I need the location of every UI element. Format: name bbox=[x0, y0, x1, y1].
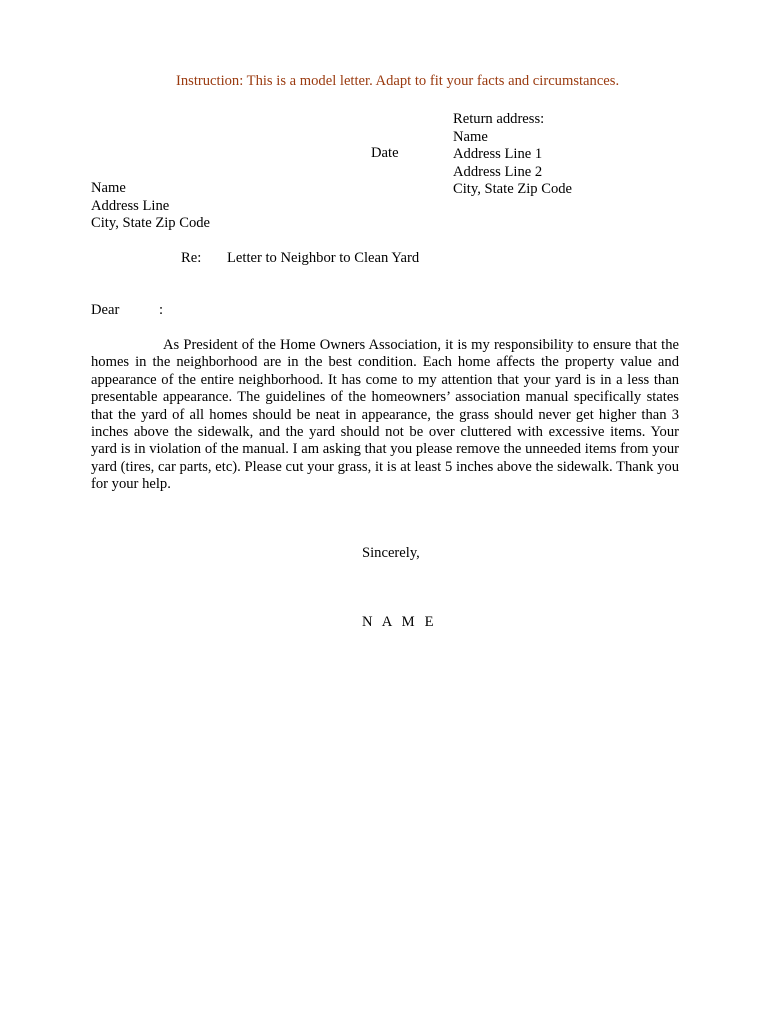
recipient-address-line: Address Line bbox=[91, 197, 170, 214]
salutation-colon: : bbox=[159, 302, 164, 318]
letter-body-paragraph: As President of the Home Owners Association, it is my responsibility to ensure that the homes in the neighborhood are in the best condition. Each home affects the property value and appearance of the entire neighborhood. It has come to my attention that your yard is in a less than presentable appearance. The guidelines of the homeowners’ association manual specifically states that the yard of all homes should be neat in appearance, the grass should never get higher than 3 inches above the sidewalk, and the yard should not be over cluttered with excessive items. Your yard is in violation of the manual. I am asking that you please remove the unneeded items from your yard (tires, car parts, etc). Please cut your grass, it is at least 5 inches above the sidewalk. Thank you for your help. bbox=[91, 337, 679, 493]
instruction-note: Instruction: This is a model letter. Adapt to fit your facts and circumstances. bbox=[176, 73, 620, 89]
salutation: Dear bbox=[91, 302, 120, 318]
return-address-block bbox=[453, 111, 572, 199]
return-address-city-state-zip: City, State Zip Code bbox=[453, 181, 573, 197]
closing: Sincerely, bbox=[362, 545, 420, 561]
signature-name: N A M E bbox=[362, 614, 437, 630]
recipient-city-state-zip: City, State Zip Code bbox=[91, 215, 211, 231]
recipient-name: Name bbox=[91, 180, 126, 196]
return-address-label: Return address: bbox=[453, 111, 545, 127]
re-label: Re: bbox=[181, 250, 202, 266]
return-address-name: Name bbox=[453, 128, 488, 145]
date-field: Date bbox=[371, 145, 399, 161]
return-address-line1: Address Line 1 bbox=[453, 146, 543, 162]
return-address-line2: Address Line 2 bbox=[453, 163, 543, 180]
re-subject: Letter to Neighbor to Clean Yard bbox=[227, 250, 420, 266]
recipient-address-block bbox=[91, 180, 210, 233]
